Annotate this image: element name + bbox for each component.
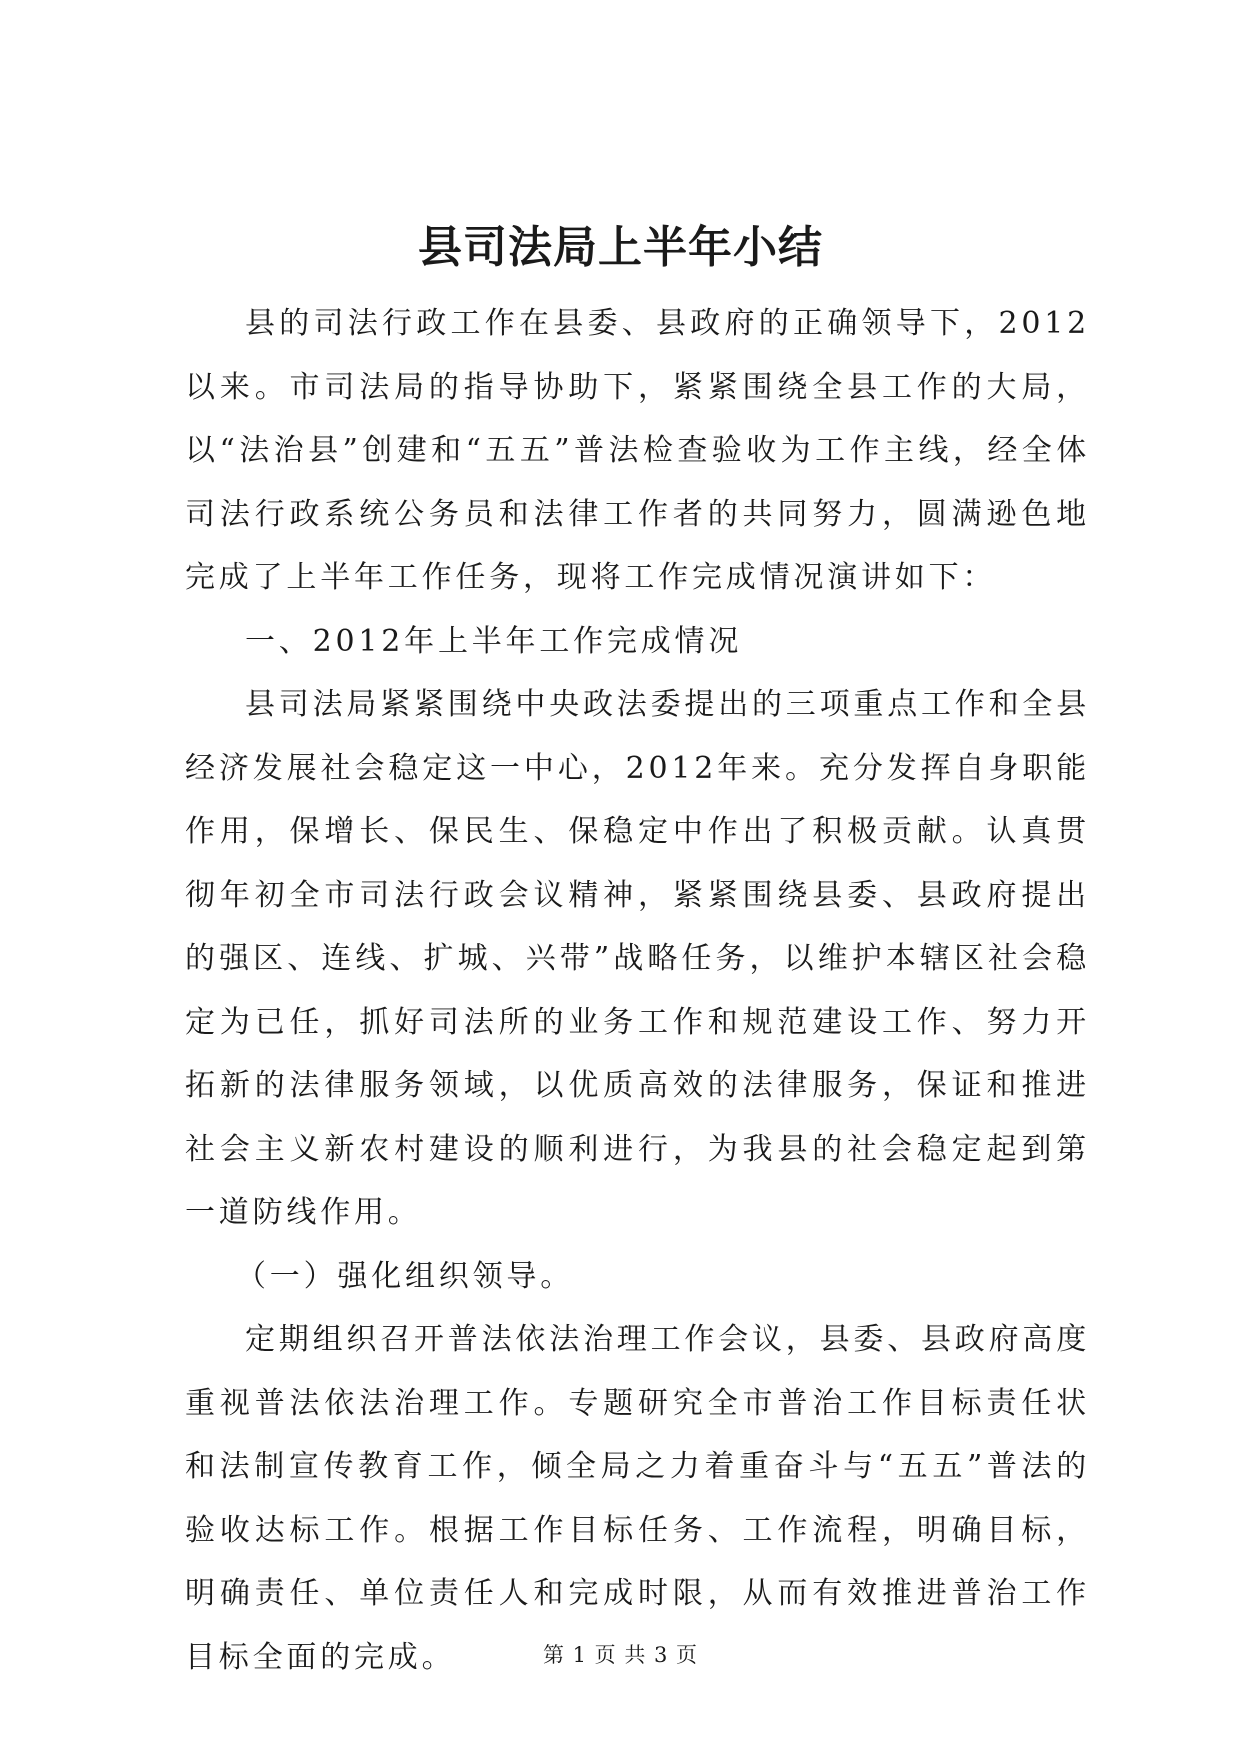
page-number: 第 1 页 共 3 页 [542, 1643, 699, 1667]
section-heading-1: 一、2012年上半年工作完成情况 [245, 623, 743, 659]
subsection-heading-1: （一）强化组织领导。 [236, 1258, 574, 1294]
document-body [185, 292, 1090, 1689]
paragraph-intro: 县的司法行政工作在县委、县政府的正确领导下，2012以来。市司法局的指导协助下，紧紧围绕全县工作的大局，以“法治县”创建和“五五”普法检查验收为工作主线，经全体司法行政系统公务员和法律工作者的共同努力，圆满逊色地完成了上半年工作任务，现将工作完成情况演讲如下： [185, 306, 1090, 595]
paragraph-subsection-1: 定期组织召开普法依法治理工作会议，县委、县政府高度重视普法依法治理工作。专题研究全市普治工作目标责任状和法制宣传教育工作，倾全局之力着重奋斗与“五五”普法的验收达标工作。根据工作目标任务、工作流程，明确目标，明确责任、单位责任人和完成时限，从而有效推进普治工作目标全面的完成。 [185, 1322, 1090, 1675]
paragraph-section-1: 县司法局紧紧围绕中央政法委提出的三项重点工作和全县经济发展社会稳定这一中心，2012年来。充分发挥自身职能作用，保增长、保民生、保稳定中作出了积极贡献。认真贯彻年初全市司法行政会议精神，紧紧围绕县委、县政府提出的强区、连线、扩城、兴带”战略任务，以维护本辖区社会稳定为已任，抓好司法所的业务工作和规范建设工作、努力开拓新的法律服务领域，以优质高效的法律服务，保证和推进社会主义新农村建设的顺利进行，为我县的社会稳定起到第一道防线作用。 [185, 687, 1090, 1230]
document-title: 县司法局上半年小结 [418, 222, 823, 273]
